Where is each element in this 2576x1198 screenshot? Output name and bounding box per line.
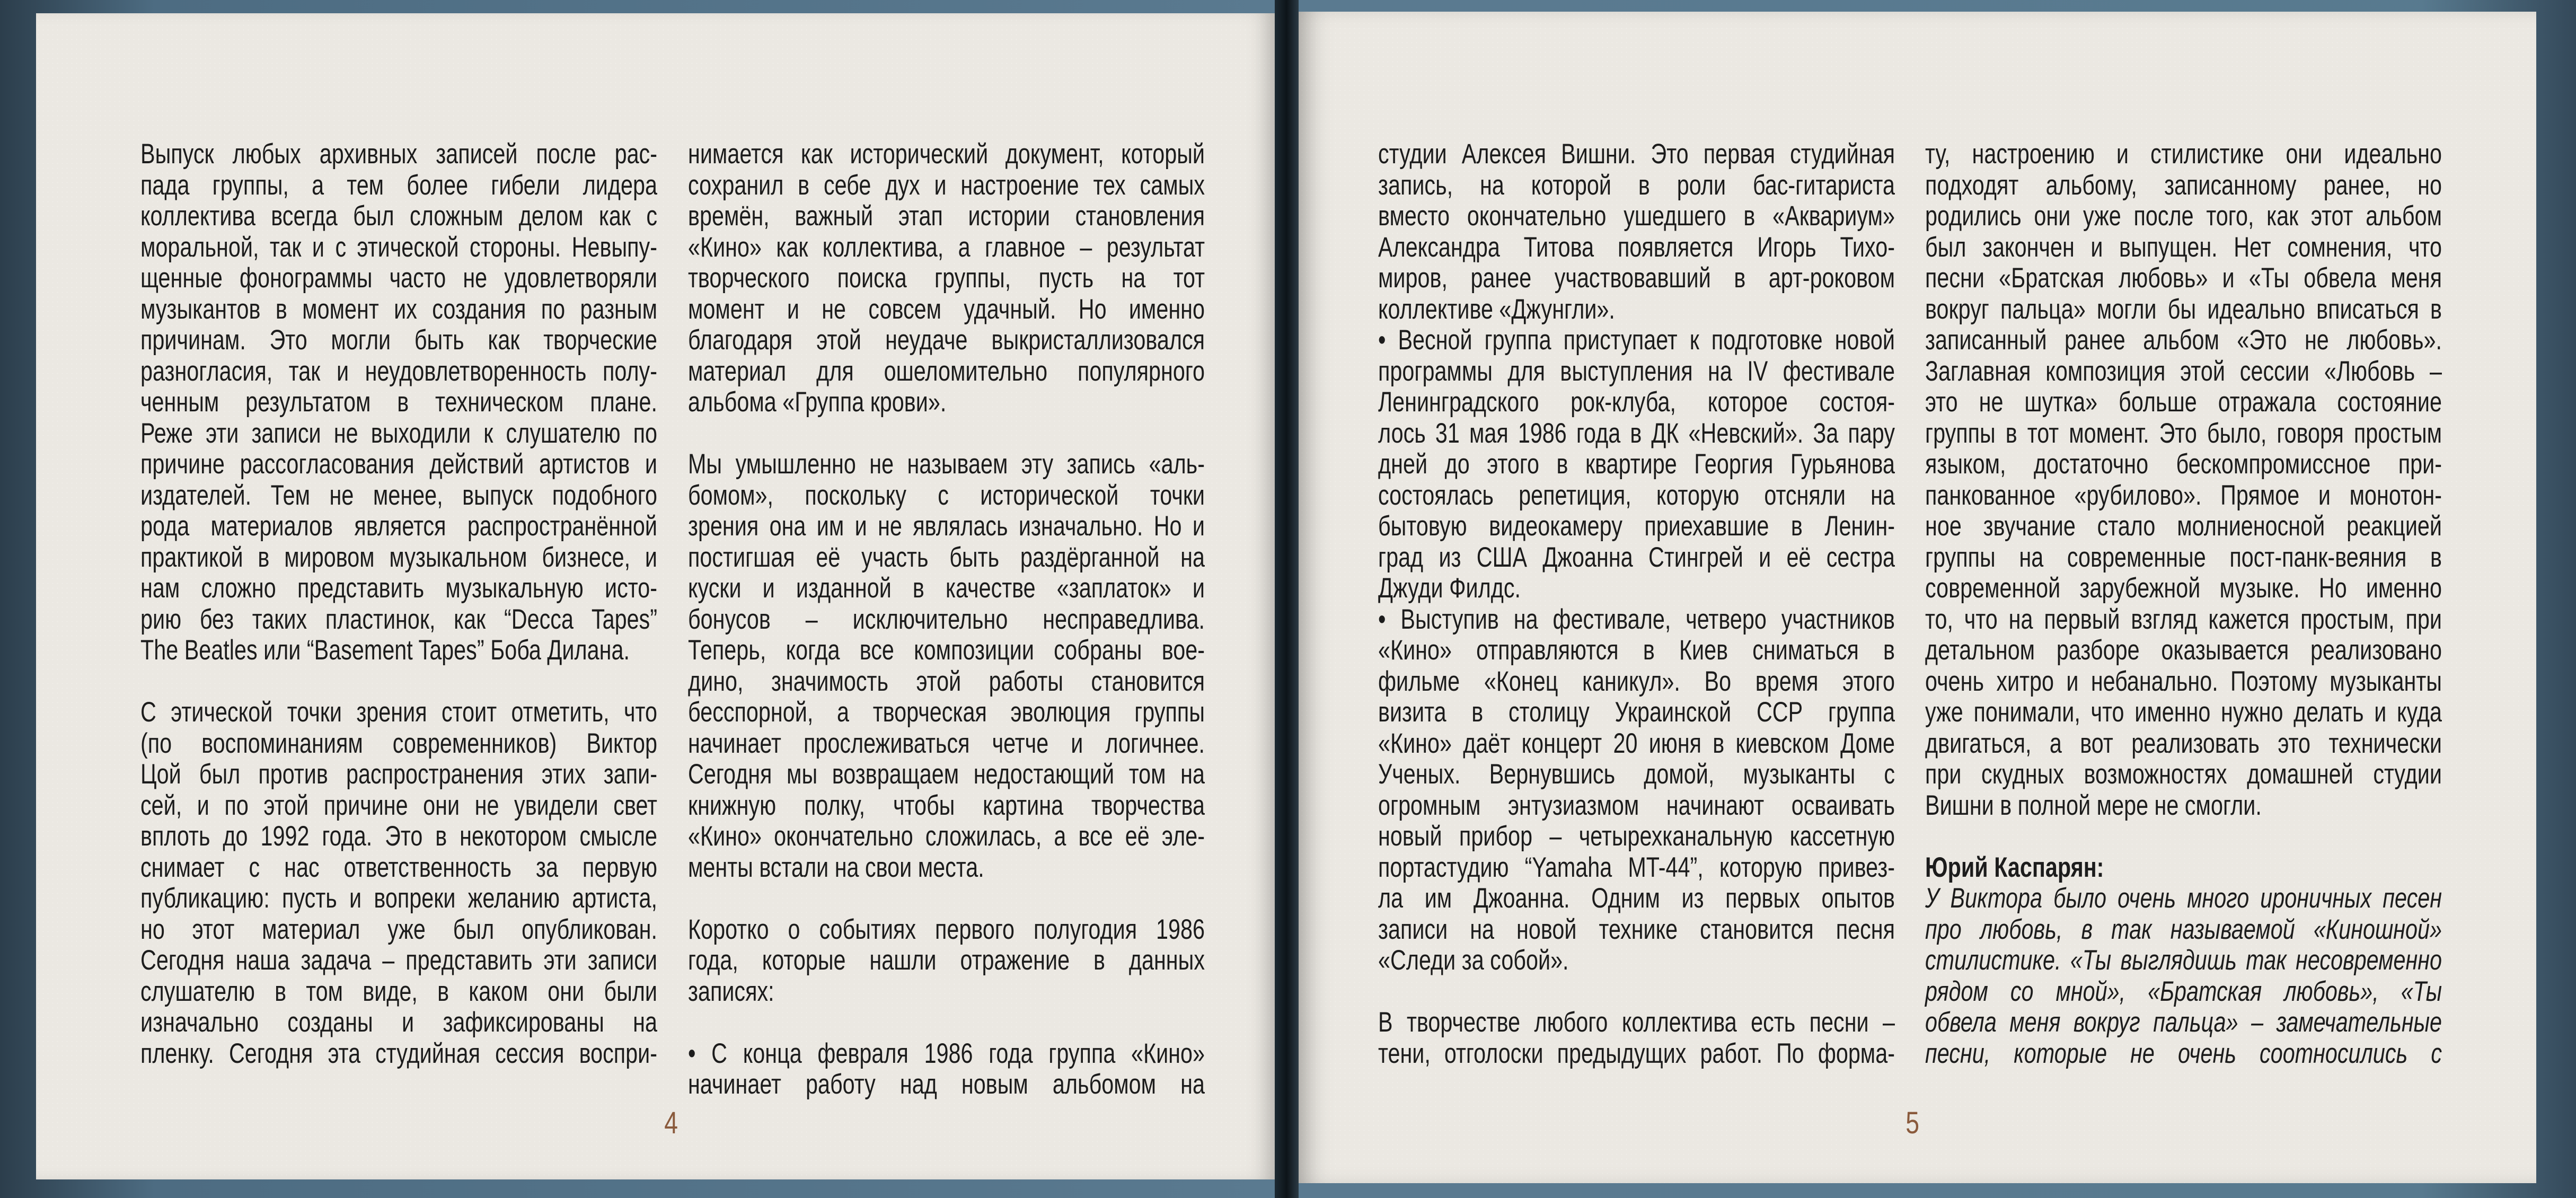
text-line: изначально созданы и зафиксированы на [140, 1007, 657, 1038]
text-line: но этот материал уже был опубликован. [140, 913, 657, 945]
text-line: снимает с нас ответственность за первую [140, 851, 657, 883]
paragraph-gap [688, 883, 1205, 914]
text-line: ченным результатом в техническом плане. [140, 386, 657, 418]
text-line: Ученых. Вернувшись домой, музыканты с [1378, 759, 1895, 790]
text-line: лось 31 мая 1986 года в ДК «Невский». За пару [1378, 417, 1895, 449]
booklet-spine [1275, 0, 1299, 1198]
text-line: • Весной группа приступает к подготовке новой [1378, 324, 1895, 356]
text-line: состоялась репетиция, которую отсняли на [1378, 479, 1895, 511]
text-line: The Beatles или “Basement Tapes” Боба Дилана. [140, 635, 630, 666]
text-line: стилистике. «Ты выглядишь так несовременно [1925, 945, 2442, 976]
text-line: записанный ранее альбом «Это не любовь». [1925, 324, 2442, 356]
text-line: Заглавная композиция этой сессии «Любовь – [1925, 355, 2442, 387]
paragraph [1378, 139, 1895, 325]
paragraph [1925, 883, 2442, 1069]
text-line: огромным энтузиазмом начинают осваивать [1378, 789, 1895, 821]
text-line: родились они уже после того, как этот альбом [1925, 200, 2442, 232]
text-line: очень хитро и небанально. Поэтому музыканты [1925, 665, 2442, 697]
text-line: У Виктора было очень много ироничных песен [1925, 883, 2442, 914]
text-line: начинает работу над новым альбомом на [688, 1069, 1205, 1100]
text-line: Сегодня наша задача – представить эти записи [140, 945, 657, 976]
text-line: обвела меня вокруг пальца» – замечательные [1925, 1007, 2442, 1038]
text-line: Реже эти записи не выходили к слушателю по [140, 417, 657, 449]
text-line: Цой был против распространения этих запи- [140, 759, 657, 790]
page-number-right: 5 [1905, 1106, 1920, 1140]
text-line: двигаться, а вот реализовать это технически [1925, 727, 2442, 759]
text-line: записи на новой технике становится песня [1378, 913, 1895, 945]
text-line: издателей. Тем не менее, выпуск подобного [140, 479, 657, 511]
paragraph [1925, 139, 2442, 821]
text-line: тени, отголоски предыдущих работ. По форма- [1378, 1037, 1895, 1069]
paragraph [1378, 1007, 1895, 1069]
text-line: причинам. Это могли быть как творческие [140, 324, 657, 356]
text-line: зрения она им и не являлась изначально. Но и [688, 510, 1205, 542]
text-line: менты встали на свои места. [688, 851, 984, 883]
paragraph [1925, 852, 2442, 884]
paragraph-gap [140, 666, 657, 698]
text-line: Мы умышленно не называем эту запись «аль- [688, 448, 1205, 480]
text-line: Выпуск любых архивных записей после рас- [140, 138, 657, 170]
text-line: записях: [688, 975, 774, 1007]
text-line: детальном разборе оказывается реализовано [1925, 635, 2442, 666]
text-line: коллективе «Джунгли». [1378, 293, 1615, 325]
page-number-left: 4 [664, 1106, 678, 1140]
paragraph [1378, 325, 1895, 604]
text-line: современной зарубежной музыке. Но именно [1925, 572, 2442, 604]
text-line: уже понимали, что именно нужно делать и куда [1925, 697, 2442, 728]
text-line: ла им Джоанна. Одним из первых опытов [1378, 883, 1895, 914]
text-line: рода материалов является распространённой [140, 510, 657, 542]
text-line: рядом со мной», «Братская любовь», «Ты [1925, 975, 2442, 1007]
paragraph [688, 139, 1205, 418]
paragraph [688, 1038, 1205, 1100]
text-line: вплоть до 1992 года. Это в некотором смысле [140, 821, 657, 852]
text-line: Сегодня мы возвращаем недостающий том на [688, 759, 1205, 790]
text-line: группы в тот момент. Это было, говоря простым [1925, 417, 2442, 449]
text-line: новый прибор – четырехканальную кассетную [1378, 821, 1895, 852]
text-line: вместо окончательно ушедшего в «Аквариум» [1378, 200, 1895, 232]
text-line: Вишни в полной мере не смогли. [1925, 789, 2262, 821]
text-line: постигшая её участь быть раздёрганной на [688, 541, 1205, 573]
text-line: причине рассогласования действий артистов и [140, 448, 657, 480]
text-line: бомом», поскольку с исторической точки [688, 479, 1205, 511]
text-line: вокруг пальца» могли бы идеально вписаться в [1925, 293, 2442, 325]
text-line: панкованное «рубилово». Прямое и монотон- [1925, 479, 2442, 511]
text-line: года, которые нашли отражение в данных [688, 945, 1205, 976]
paragraph [688, 914, 1205, 1008]
text-line: коллектива всегда был сложным делом как с [140, 200, 657, 232]
text-line: разногласия, так и неудовлетворенность полу- [140, 355, 657, 387]
text-line: град из США Джоанна Стингрей и её сестра [1378, 541, 1895, 573]
text-line: бытовую видеокамеру приехавшие в Ленин- [1378, 510, 1895, 542]
paragraph [1378, 604, 1895, 976]
text-line: Джуди Филдс. [1378, 572, 1521, 604]
column-3 [1378, 139, 1895, 1069]
text-line: «Кино» даёт концерт 20 июня в киевском Доме [1378, 727, 1895, 759]
text-line: альбома «Группа крови». [688, 386, 947, 418]
text-line: музыкантов в момент их создания по разным [140, 293, 657, 325]
paragraph [140, 697, 657, 1069]
text-line: студии Алексея Вишни. Это первая студийная [1378, 138, 1895, 170]
paragraph-gap [688, 1007, 1205, 1038]
text-line: куски и изданной в качестве «заплаток» и [688, 572, 1205, 604]
text-line: слушателю в том виде, в каком они были [140, 975, 657, 1007]
text-line: «Кино» отправляются в Киев сниматься в [1378, 635, 1895, 666]
text-line: портастудию “Yamaha MT-44”, которую привез- [1378, 851, 1895, 883]
text-line: подходят альбому, записанному ранее, но [1925, 169, 2442, 201]
text-line: фильме «Конец каникул». Во время этого [1378, 665, 1895, 697]
text-line: Коротко о событиях первого полугодия 1986 [688, 913, 1205, 945]
text-line: визита в столицу Украинской ССР группа [1378, 697, 1895, 728]
text-line: Александра Титова появляется Игорь Тихо- [1378, 231, 1895, 263]
text-line: момент и не совсем удачный. Но именно [688, 293, 1205, 325]
paragraph-gap [688, 418, 1205, 450]
text-line: ное звучание стало молниеносной реакцией [1925, 510, 2442, 542]
text-line: пленку. Сегодня эта студийная сессия воспри- [140, 1037, 657, 1069]
text-line: практикой в мировом музыкальном бизнесе, и [140, 541, 657, 573]
text-line: ту, настроению и стилистике они идеально [1925, 138, 2442, 170]
text-line: миров, ранее участвовавший в арт-роковом [1378, 262, 1895, 294]
text-line: «Следи за собой». [1378, 945, 1569, 976]
text-line: времён, важный этап истории становления [688, 200, 1205, 232]
text-line: это не шутка» больше отражала состояние [1925, 386, 2442, 418]
text-line: бонусов – исключительно несправедлива. [688, 603, 1205, 635]
text-line: языком, достаточно бескомпромиссное при- [1925, 448, 2442, 480]
text-line: «Кино» как коллектива, а главное – результат [688, 231, 1205, 263]
text-line: Теперь, когда все композиции собраны вое- [688, 635, 1205, 666]
text-line: песни, которые не очень соотносились с [1925, 1037, 2442, 1069]
text-line: • С конца февраля 1986 года группа «Кино» [688, 1037, 1205, 1069]
text-line: сохранил в себе дух и настроение тех самых [688, 169, 1205, 201]
text-line: сей, и по этой причине они не увидели свет [140, 789, 657, 821]
text-line: пада группы, а тем более гибели лидера [140, 169, 657, 201]
text-line: то, что на первый взгляд кажется простым, при [1925, 603, 2442, 635]
text-line: рию без таких пластинок, как “Decca Tapes” [140, 603, 657, 635]
text-line: запись, на которой в роли бас-гитариста [1378, 169, 1895, 201]
text-line: материал для ошеломительно популярного [688, 355, 1205, 387]
text-line: благодаря этой неудаче выкристаллизовался [688, 324, 1205, 356]
text-line: моральной, так и с этической стороны. Невыпу- [140, 231, 657, 263]
text-line: Ленинградского рок-клуба, которое состоя- [1378, 386, 1895, 418]
author-heading: Юрий Каспарян: [1925, 851, 2104, 883]
paragraph [140, 139, 657, 666]
paragraph-gap [1378, 976, 1895, 1008]
text-line: нам сложно представить музыкальную исто- [140, 572, 657, 604]
text-line: программы для выступления на IV фестивале [1378, 355, 1895, 387]
text-line: начинает прослеживаться четче и логичнее. [688, 727, 1205, 759]
text-line: (по воспоминаниям современников) Виктор [140, 727, 657, 759]
column-2 [688, 139, 1205, 1100]
text-line: • Выступив на фестивале, четверо участников [1378, 603, 1895, 635]
text-line: В творчестве любого коллектива есть песни – [1378, 1007, 1895, 1038]
text-line: дней до этого в квартире Георгия Гурьянова [1378, 448, 1895, 480]
text-line: бесспорной, а творческая эволюция группы [688, 697, 1205, 728]
paragraph-gap [1925, 821, 2442, 852]
text-line: С этической точки зрения стоит отметить, что [140, 697, 657, 728]
text-line: творческого поиска группы, пусть на тот [688, 262, 1205, 294]
text-line: был закончен и выпущен. Нет сомнения, что [1925, 231, 2442, 263]
column-4 [1925, 139, 2442, 1069]
text-line: щенные фонограммы часто не удовлетворяли [140, 262, 657, 294]
text-line: про любовь, в так называемой «Киношной» [1925, 913, 2442, 945]
text-line: книжную полку, чтобы картина творчества [688, 789, 1205, 821]
text-line: дино, значимость этой работы становится [688, 665, 1205, 697]
text-line: песни «Братская любовь» и «Ты обвела меня [1925, 262, 2442, 294]
text-line: публикацию: пусть и вопреки желанию артиста, [140, 883, 657, 914]
column-1 [140, 139, 657, 1069]
text-line: при скудных возможностях домашней студии [1925, 759, 2442, 790]
paragraph [688, 449, 1205, 883]
text-line: «Кино» окончательно сложилась, а все её эле- [688, 821, 1205, 852]
text-line: нимается как исторический документ, который [688, 138, 1205, 170]
text-line: группы на современные пост-панк-веяния в [1925, 541, 2442, 573]
